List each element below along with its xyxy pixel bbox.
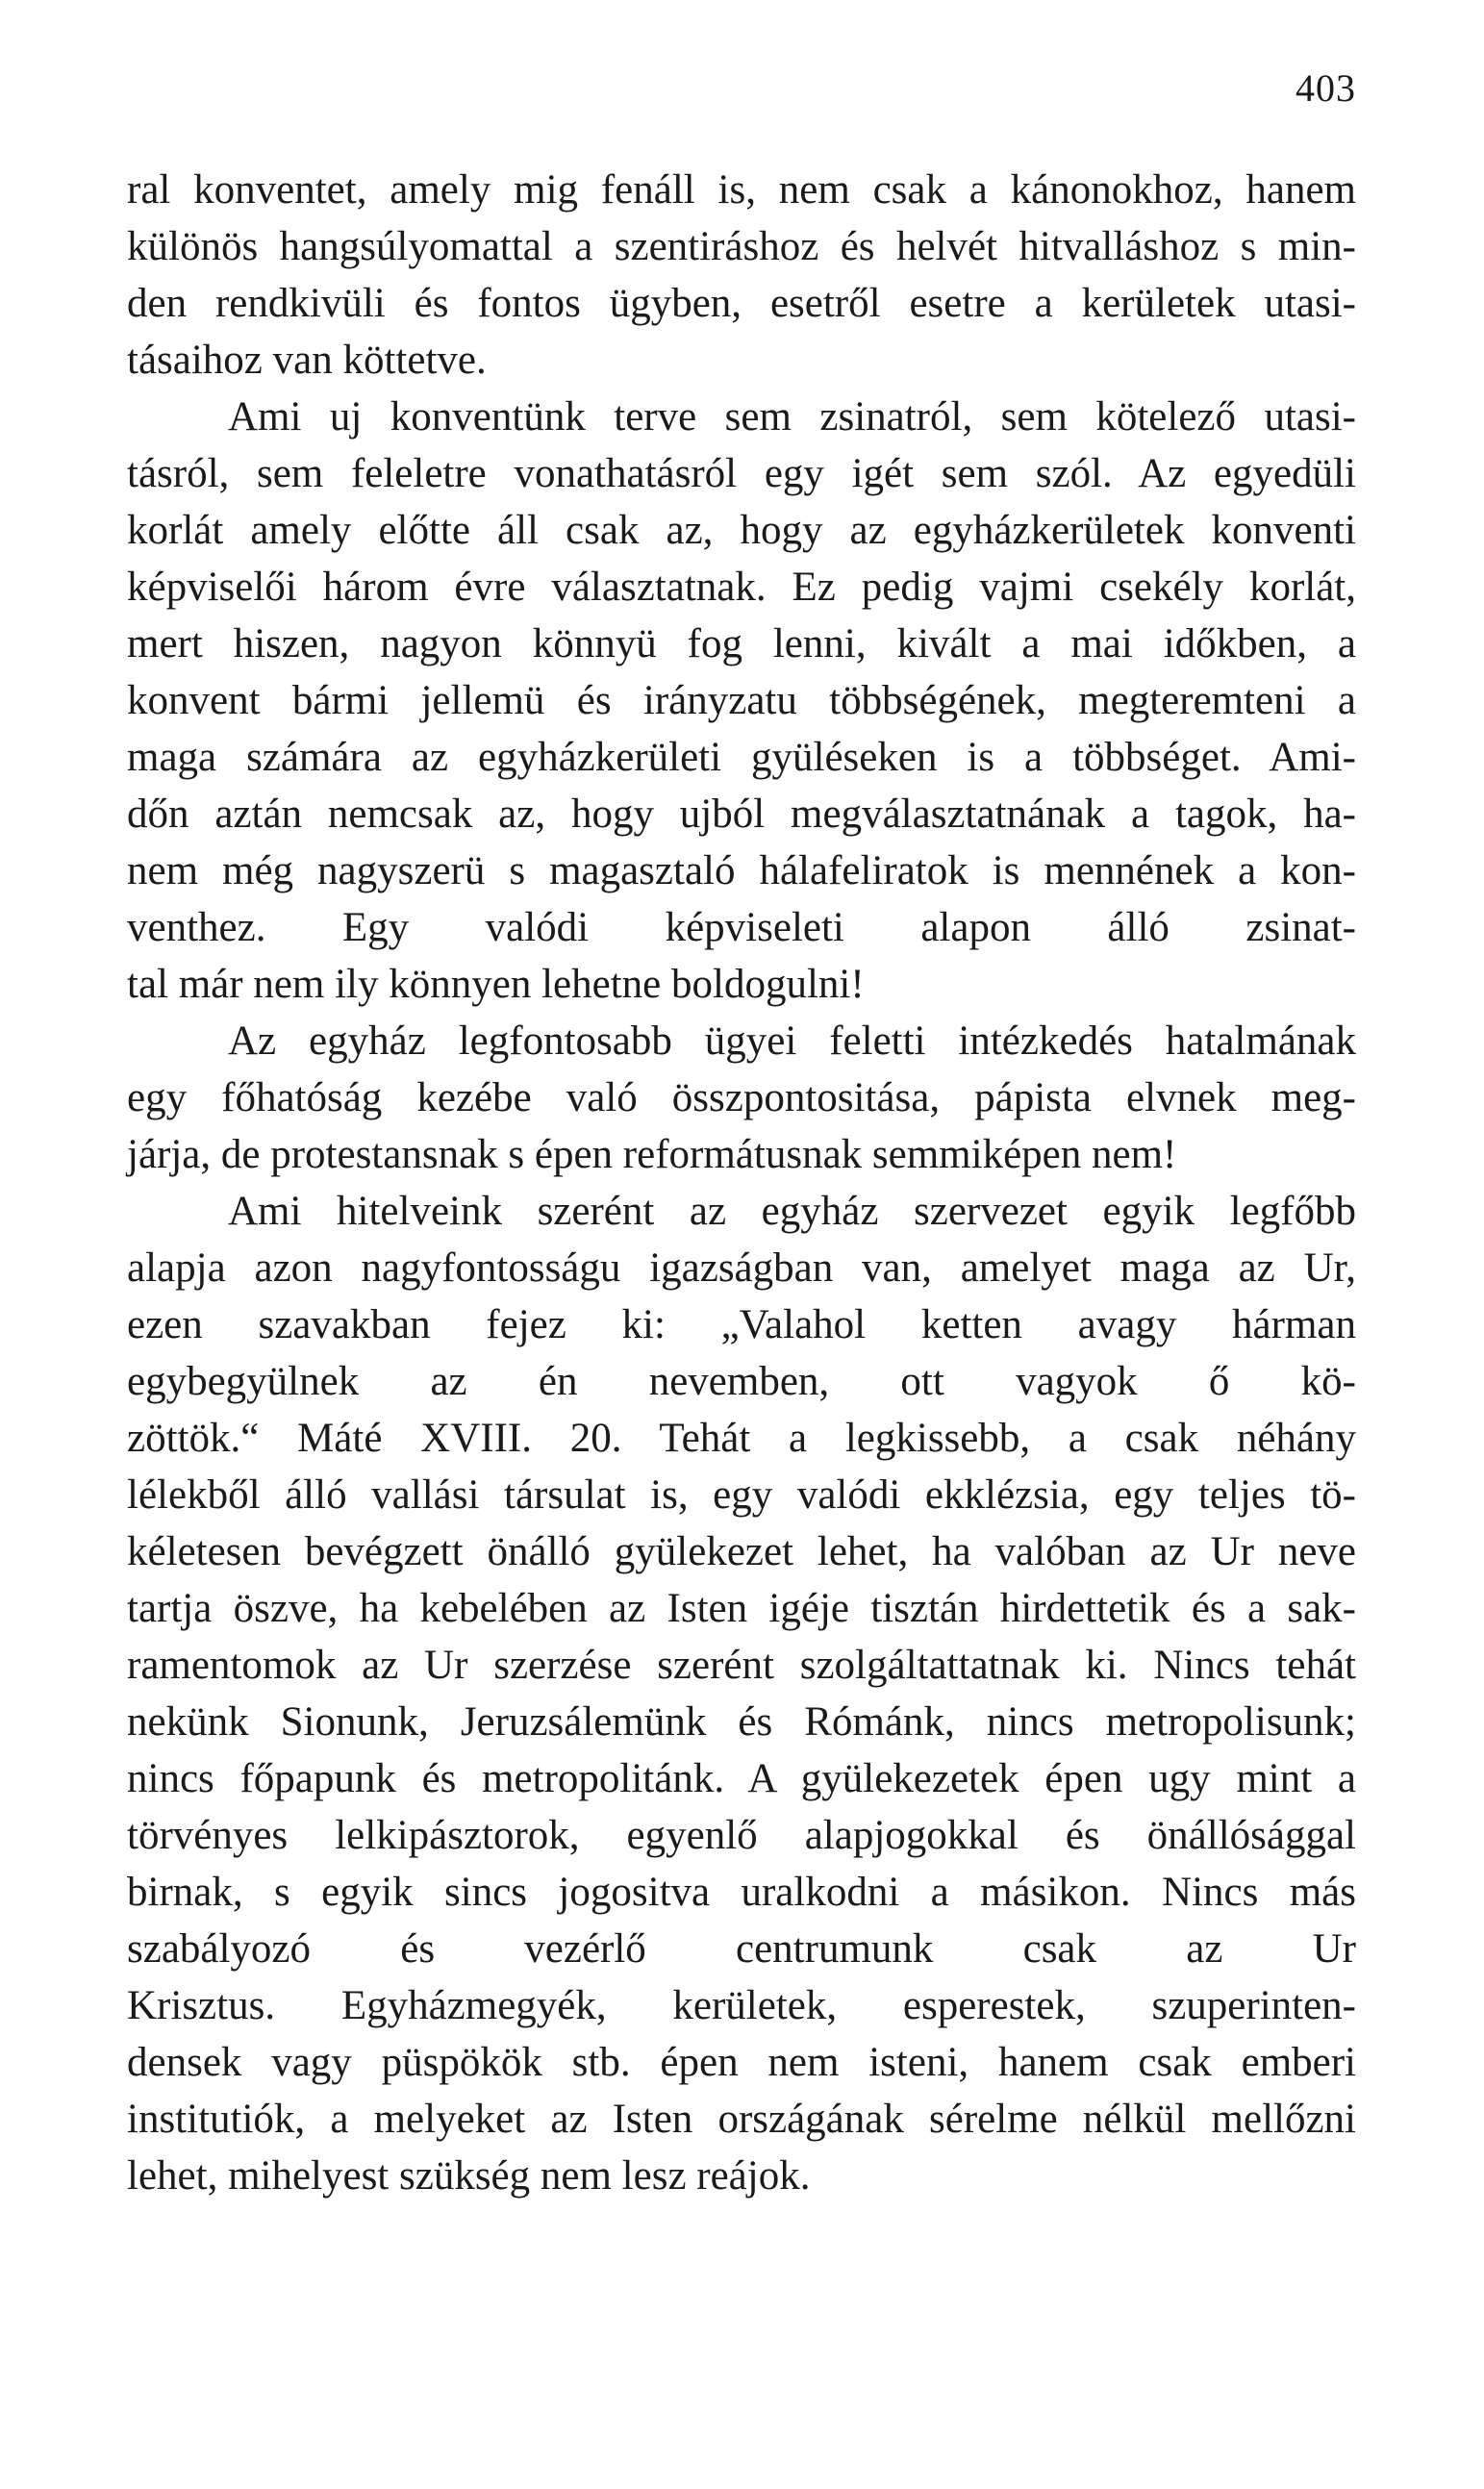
- text-line: tal már nem ily könnyen lehetne boldogulni!: [127, 962, 865, 1007]
- text-line: törvényes lelkipásztorok, egyenlő alapjogokkal és önállósággal: [127, 1813, 1356, 1858]
- text-line: alapja azon nagyfontosságu igazságban van, amelyet maga az Ur,: [127, 1245, 1356, 1291]
- text-line: ramentomok az Ur szerzése szerént szolgáltattatnak ki. Nincs tehát: [127, 1643, 1356, 1688]
- text-line: tartja öszve, ha kebelében az Isten igéje tisztán hirdettetik és a sak-: [127, 1586, 1356, 1631]
- text-line: lélekből álló vallási társulat is, egy valódi ekklézsia, egy teljes tö-: [127, 1472, 1356, 1518]
- text-line: nekünk Sionunk, Jeruzsálemünk és Rómánk, nincs metropolisunk;: [127, 1699, 1356, 1745]
- text-line: venthez. Egy valódi képviseleti alapon álló zsinat-: [127, 905, 1356, 950]
- text-line: dőn aztán nemcsak az, hogy ujból megválasztatnának a tagok, ha-: [127, 792, 1356, 837]
- text-line: egy főhatóság kezébe való összpontositása, pápista elvnek meg-: [127, 1075, 1356, 1120]
- text-line: institutiók, a melyeket az Isten országának sérelme nélkül mellőzni: [127, 2097, 1356, 2142]
- text-line: nem még nagyszerü s magasztaló hálafeliratok is mennének a kon-: [127, 848, 1356, 893]
- text-line: Krisztus. Egyházmegyék, kerületek, esperestek, szuperinten-: [127, 1983, 1356, 2028]
- text-line: ral konventet, amely mig fenáll is, nem csak a kánonokhoz, hanem: [127, 167, 1356, 213]
- text-line: konvent bármi jellemü és irányzatu többségének, megteremteni a: [127, 678, 1356, 723]
- text-line: maga számára az egyházkerületi gyüléseken is a többséget. Ami-: [127, 735, 1356, 780]
- text-line: birnak, s egyik sincs jogositva uralkodni a másikon. Nincs más: [127, 1870, 1356, 1915]
- text-line: lehet, mihelyest szükség nem lesz reájok.: [127, 2153, 811, 2199]
- text-line: den rendkivüli és fontos ügyben, esetről esetre a kerületek utasi-: [127, 281, 1356, 326]
- text-line: Az egyház legfontosabb ügyei feletti intézkedés hatalmának: [228, 1018, 1356, 1064]
- text-line: tásról, sem feleletre vonathatásról egy igét sem szól. Az egyedüli: [127, 451, 1356, 496]
- text-line: densek vagy püspökök stb. épen nem isteni, hanem csak emberi: [127, 2040, 1356, 2085]
- text-line: ezen szavakban fejez ki: „Valahol ketten avagy hárman: [127, 1302, 1356, 1347]
- text-line: egybegyülnek az én nevemben, ott vagyok ő kö-: [127, 1359, 1356, 1404]
- text-line: zöttök.“ Máté XVIII. 20. Tehát a legkissebb, a csak néhány: [127, 1416, 1356, 1461]
- text-line: Ami uj konventünk terve sem zsinatról, sem kötelező utasi-: [228, 394, 1356, 440]
- text-line: Ami hitelveink szerént az egyház szervezet egyik legfőbb: [228, 1189, 1356, 1234]
- page-number: 403: [1295, 66, 1356, 110]
- text-line: nincs főpapunk és metropolitánk. A gyülekezetek épen ugy mint a: [127, 1756, 1356, 1801]
- text-line: tásaihoz van köttetve.: [127, 338, 487, 383]
- text-line: szabályozó és vezérlő centrumunk csak az Ur: [127, 1926, 1356, 1972]
- body-text: [127, 162, 1356, 2204]
- text-line: járja, de protestansnak s épen reformátusnak semmiképen nem!: [127, 1132, 1177, 1177]
- text-line: mert hiszen, nagyon könnyü fog lenni, kivált a mai időkben, a: [127, 621, 1356, 666]
- text-line: kéletesen bevégzett önálló gyülekezet lehet, ha valóban az Ur neve: [127, 1529, 1356, 1574]
- text-line: korlát amely előtte áll csak az, hogy az egyházkerületek konventi: [127, 508, 1356, 553]
- text-line: képviselői három évre választatnak. Ez pedig vajmi csekély korlát,: [127, 565, 1356, 610]
- text-line: különös hangsúlyomattal a szentiráshoz és helvét hitvalláshoz s min-: [127, 224, 1356, 269]
